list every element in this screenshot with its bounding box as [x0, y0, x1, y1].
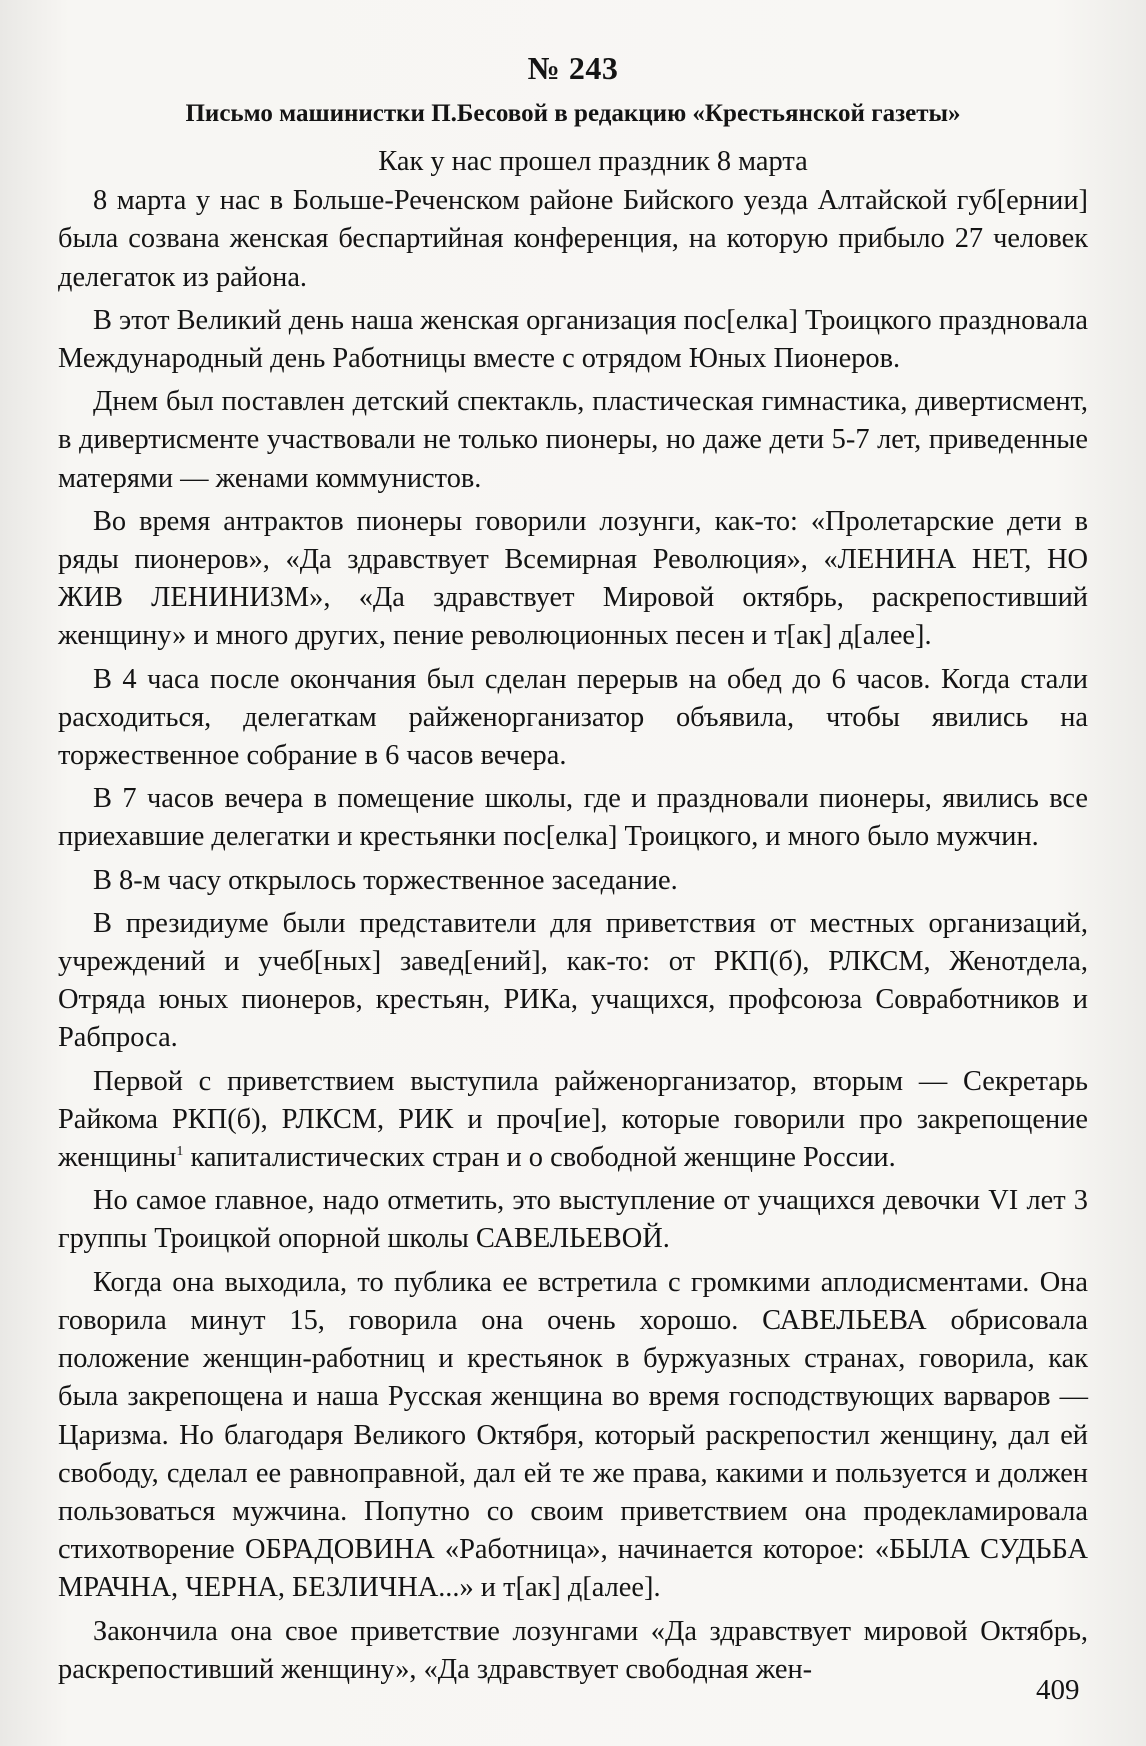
- paragraph: В этот Великий день наша женская организация пос[елка] Троицкого праздновала Международный день Работницы вместе с отрядом Юных Пионеров.: [58, 304, 1088, 375]
- paragraph: Когда она выходила, то публика ее встретила с громкими аплодисментами. Она говорила минут 15, говорила она очень хорошо. САВЕЛЬЕВА обрисовала положение женщин-работниц и крестьянок в буржуазных странах, говорила, как была закрепощена и наша Русская женщина во время господствующих варваров — Царизма. Но благодаря Великого Октября, который раскрепостил женщину, дал ей свободу, сделал ее равноправной, дал ей те же права, какими и пользуется и должен пользоваться мужчина. Попутно со своим приветствием она продекламировала стихотворение ОБРАДОВИНА «Работница», начинается которое: «БЫЛА СУДЬБА МРАЧНА, ЧЕРНА, БЕЗЛИЧНА...» и т[ак] д[алее].: [58, 1266, 1088, 1604]
- paragraph: Но самое главное, надо отметить, это выступление от учащихся девочки VI лет 3 группы Троицкой опорной школы САВЕЛЬЕВОЙ.: [58, 1185, 1088, 1255]
- paragraph-text-continued: капиталистических стран и о свободной женщине России.: [183, 1142, 896, 1174]
- paragraph: Во время антрактов пионеры говорили лозунги, как-то: «Пролетарские дети в ряды пионеров», «Да здравствует Всемирная Революция», «ЛЕНИНА НЕТ, НО ЖИВ ЛЕНИНИЗМ», «Да здравствует Мировой октябрь, раскрепостивший женщину» и много других, пение революционных песен и т[ак] д[алее].: [58, 505, 1088, 652]
- document-subtitle: Как у нас прошел праздник 8 марта: [378, 146, 808, 177]
- document-number: № 243: [527, 50, 619, 86]
- paragraph-with-footnote: [58, 1063, 1088, 1178]
- paragraph: Днем был поставлен детский спектакль, пластическая гимнастика, дивертисмент, в дивертисменте участвовали не только пионеры, но даже дети 5-7 лет, приведенные матерями — женами коммунистов.: [58, 386, 1088, 494]
- paragraph: В 7 часов вечера в помещение школы, где и праздновали пионеры, явились все приехавшие делегатки и крестьянки пос[елка] Троицкого, и много было мужчин.: [58, 783, 1088, 853]
- paragraph: В 4 часа после окончания был сделан перерыв на обед до 6 часов. Когда стали расходиться, делегаткам райженорганизатор объявила, чтобы явились на торжественное собрание в 6 часов вечера.: [58, 663, 1088, 772]
- page-number: 409: [1036, 1674, 1080, 1706]
- paragraph-text: Первой с приветствием выступила райженорганизатор, вторым — Секретарь Райкома РКП(б), РЛКСМ, РИК и проч[ие], которые говорили про закрепощение женщины: [58, 1065, 1088, 1174]
- document-title: Письмо машинистки П.Бесовой в редакцию «Крестьянской газеты»: [185, 100, 961, 127]
- paragraph: Закончила она свое приветствие лозунгами «Да здравствует мировой Октябрь, раскрепостивший женщину», «Да здравствует свободная жен-: [58, 1615, 1088, 1685]
- footnote-marker[interactable]: 1: [176, 1144, 184, 1160]
- paragraph: 8 марта у нас в Больше-Реченском районе Бийского уезда Алтайской губ[ернии] была созвана женская беспартийная конференция, на которую прибыло 27 человек делегаток из района.: [58, 185, 1088, 293]
- paragraph: В президиуме были представители для приветствия от местных организаций, учреждений и учеб[ных] завед[ений], как-то: от РКП(б), РЛКСМ, Женотдела, Отряда юных пионеров, крестьян, РИКа, учащихся, профсоюза Совработников и Рабпроса.: [58, 907, 1088, 1054]
- paragraph: В 8-м часу открылось торжественное заседание.: [93, 864, 678, 896]
- document-body: [58, 143, 1088, 1694]
